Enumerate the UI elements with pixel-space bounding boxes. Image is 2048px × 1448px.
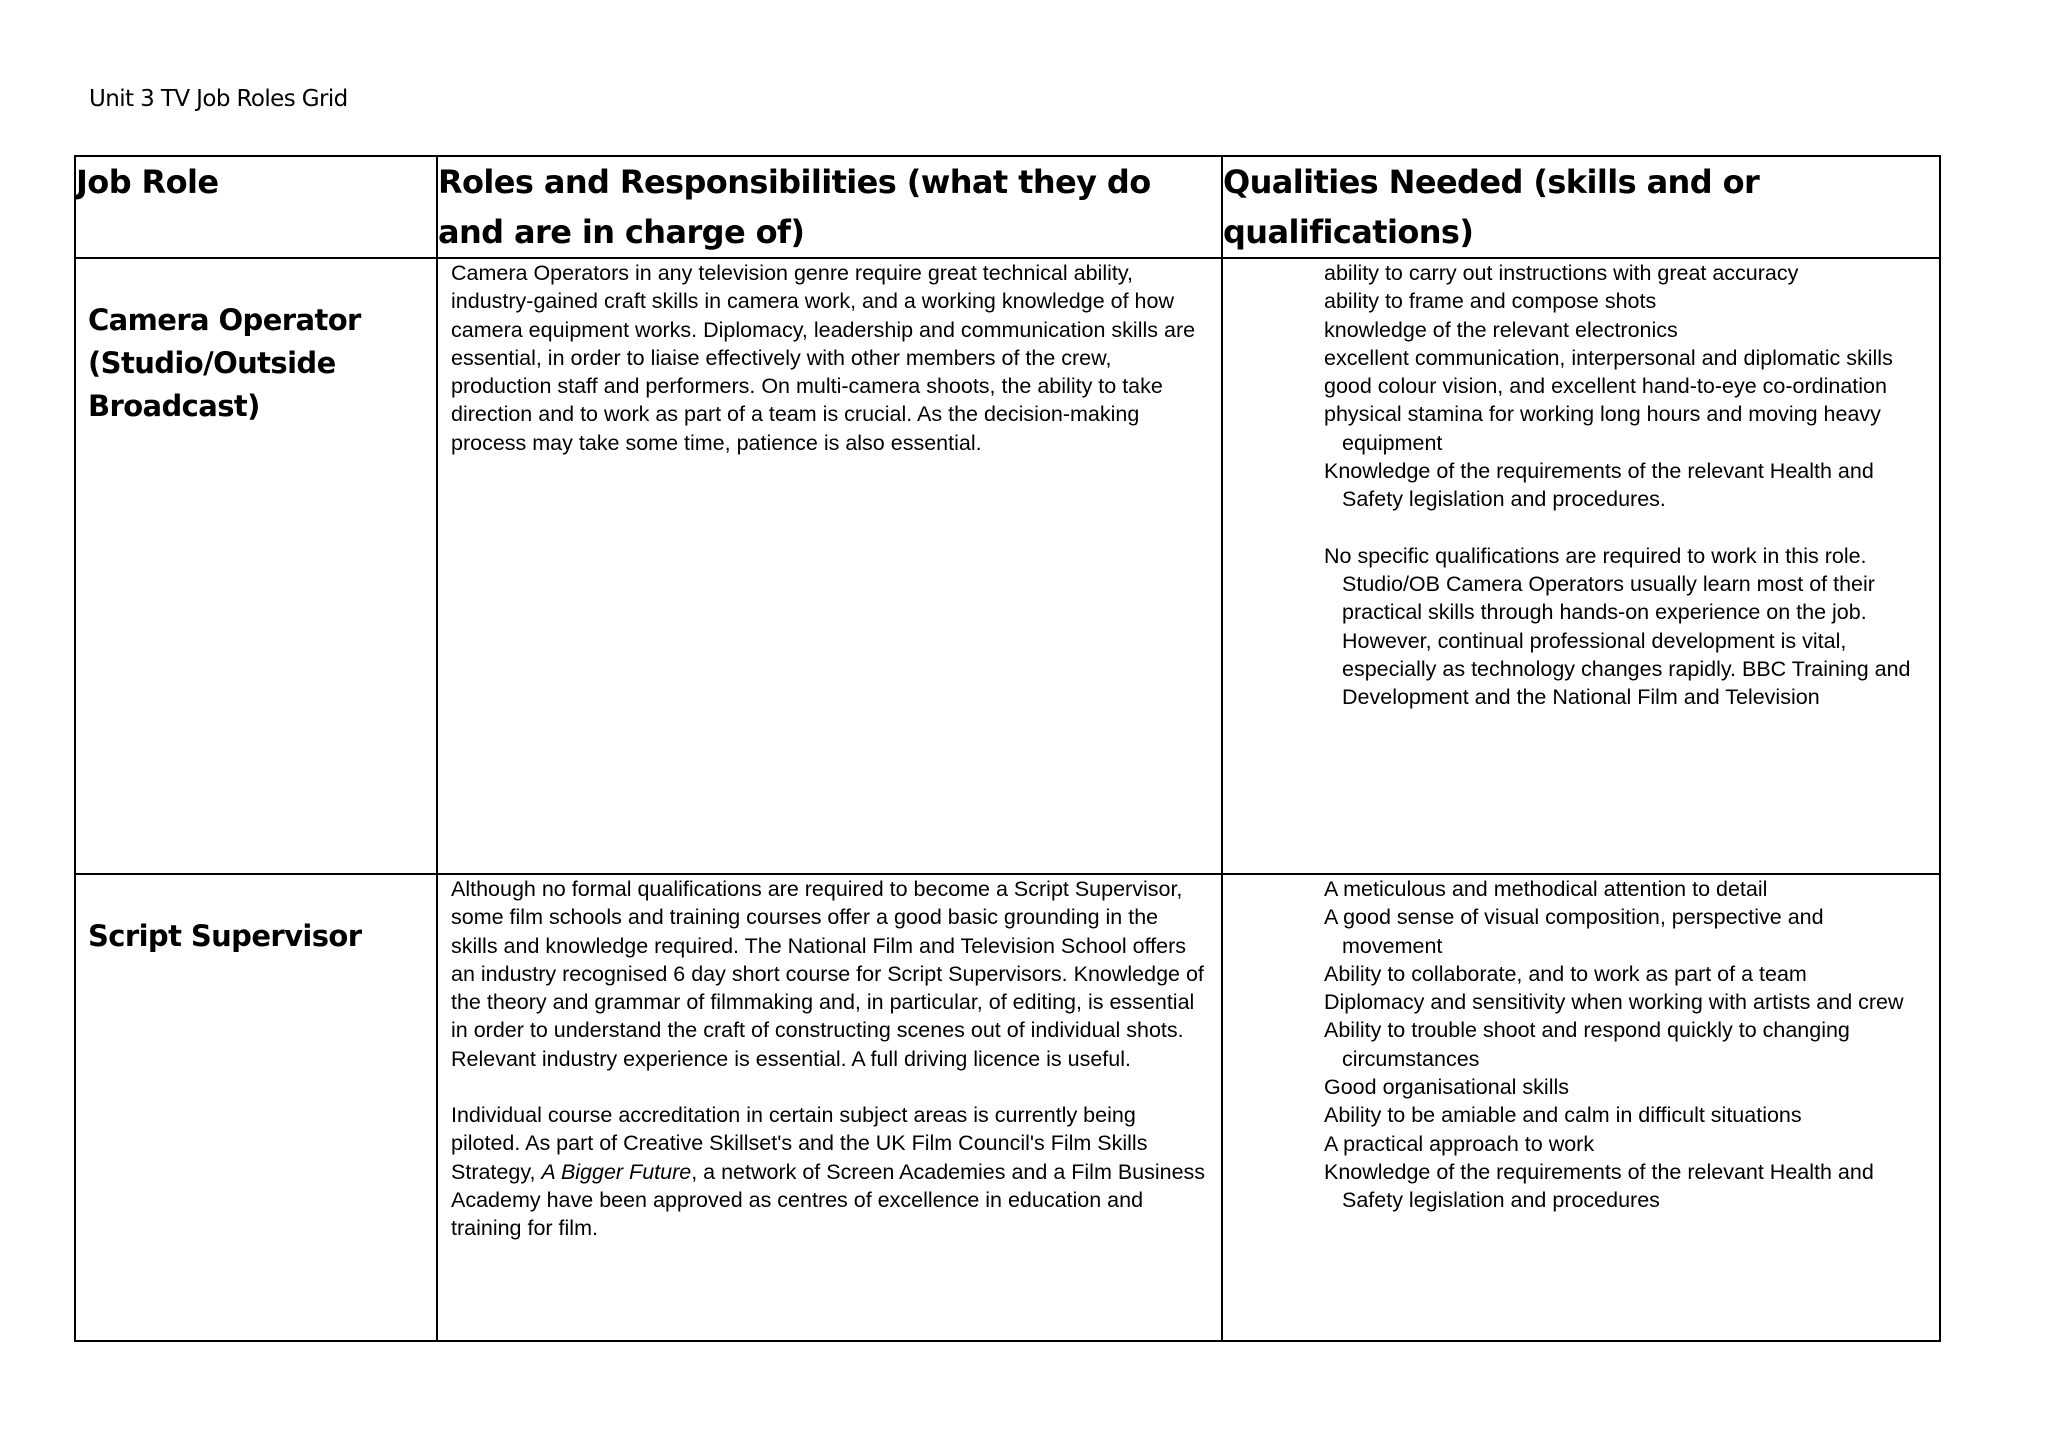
list-item: excellent communication, interpersonal and diplomatic skills — [1324, 345, 1893, 370]
table-row — [75, 874, 1940, 1341]
header-responsibilities: Roles and Responsibilities (what they do and are in charge of) — [437, 156, 1222, 258]
list-item: A practical approach to work — [1324, 1131, 1595, 1156]
list-item: Diplomacy and sensitivity when working with artists and crew — [1324, 990, 1904, 1015]
list-item: ability to frame and compose shots — [1324, 289, 1657, 314]
page-title: Unit 3 TV Job Roles Grid — [89, 86, 348, 112]
responsibilities-text — [438, 875, 1221, 1243]
list-item: physical stamina for working long hours and moving heavy equipment — [1324, 402, 1881, 455]
list-item: Ability to be amiable and calm in difficult situations — [1324, 1103, 1802, 1128]
responsibilities-paragraph: Although no formal qualifications are required to become a Script Supervisor, some film schools and training courses offer a good basic grounding in the skills and knowledge required. The National Film and Television School offers an industry recognised 6 day short course for Script Supervisors. Knowledge of the theory and grammar of filmmaking and, in particular, of editing, is essential in order to understand the craft of constructing scenes out of individual shots. Relevant industry experience is essential. A full driving licence is useful. — [451, 877, 1204, 1071]
list-item: Ability to collaborate, and to work as part of a team — [1324, 961, 1807, 986]
responsibilities-text — [438, 259, 1221, 457]
job-role-cell — [75, 874, 437, 1341]
list-item: Ability to trouble shoot and respond quickly to changing circumstances — [1324, 1018, 1850, 1071]
list-item: ability to carry out instructions with great accuracy — [1324, 261, 1799, 285]
qualities-cell — [1222, 874, 1940, 1341]
qualities-list — [1223, 875, 1939, 1215]
table-row — [75, 258, 1940, 874]
list-item: Knowledge of the requirements of the relevant Health and Safety legislation and procedures. — [1324, 459, 1874, 512]
responsibilities-paragraph: Individual course accreditation in certain subject areas is currently being piloted. As part of Creative Skillset's and the UK Film Council's Film Skills Strategy, A Bigger Future, a network of Screen Academies and a Film Business Academy have been approved as centres of excellence in education and training for film. — [451, 1103, 1206, 1241]
list-item: A meticulous and methodical attention to detail — [1324, 877, 1768, 901]
list-item: knowledge of the relevant electronics — [1324, 317, 1678, 342]
responsibilities-cell — [437, 874, 1222, 1341]
responsibilities-cell — [437, 258, 1222, 874]
qualities-cell — [1222, 258, 1940, 874]
list-item: Knowledge of the requirements of the relevant Health and Safety legislation and procedures — [1324, 1159, 1874, 1213]
header-qualities: Qualities Needed (skills and or qualifications) — [1222, 156, 1940, 258]
job-roles-table — [74, 155, 1941, 1342]
job-role-name: Script Supervisor — [88, 919, 362, 953]
job-role-cell — [75, 258, 437, 874]
list-item: Good organisational skills — [1324, 1075, 1569, 1100]
responsibilities-paragraph: Camera Operators in any television genre require great technical ability, industry-gained craft skills in camera work, and a working knowledge of how camera equipment works. Diplomacy, leadership and communication skills are essential, in order to liaise effectively with other members of the crew, production staff and performers. On multi-camera shoots, the ability to take direction and to work as part of a team is crucial. As the decision-making process may take some time, patience is also essential. — [451, 261, 1196, 455]
list-item: A good sense of visual composition, perspective and movement — [1324, 905, 1824, 958]
qualifications-note: No specific qualifications are required to work in this role. Studio/OB Camera Operators usually learn most of their practical skills through hands-on experience on the job. However, continual professional development is vital, especially as technology changes rapidly. BBC Training and Development and the National Film and Television — [1324, 543, 1911, 710]
strategy-title: A Bigger Future — [541, 1159, 692, 1184]
table-header-row — [75, 156, 1940, 258]
list-item: good colour vision, and excellent hand-to-eye co-ordination — [1324, 374, 1887, 399]
job-role-name: Camera Operator (Studio/Outside Broadcast) — [88, 303, 361, 423]
qualities-list — [1223, 259, 1939, 514]
header-job-role: Job Role — [75, 156, 437, 258]
